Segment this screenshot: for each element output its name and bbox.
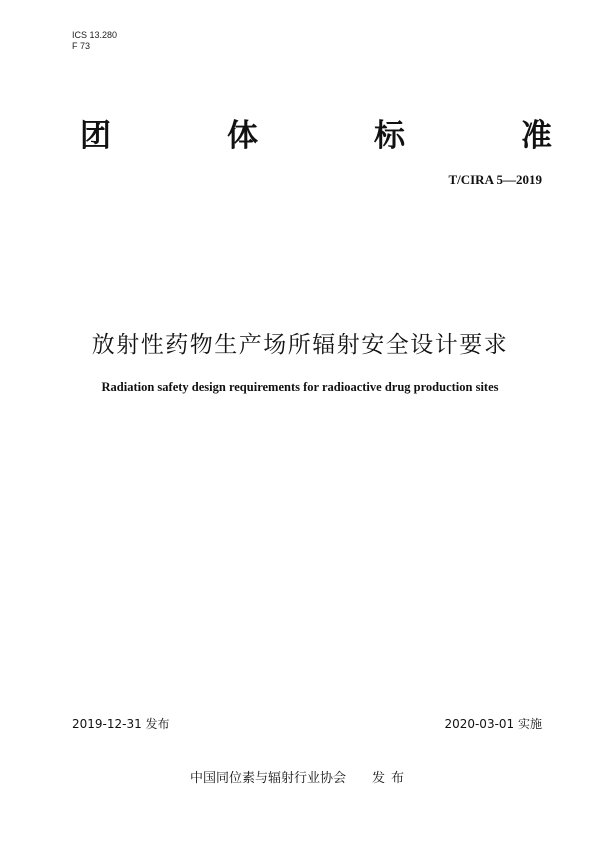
ccs-code: F 73 [72, 41, 91, 51]
standard-type-char: 准 [521, 117, 552, 154]
publisher-action: 发布 [372, 771, 411, 786]
chinese-title: 放射性药物生产场所辐射安全设计要求 [91, 332, 509, 358]
publisher-line [0, 767, 600, 786]
ics-code: ICS 13.280 [72, 30, 118, 40]
implement-date: 2020-03-01 实施 [444, 717, 542, 731]
standard-type-title [80, 110, 552, 154]
publisher-name: 中国同位素与辐射行业协会 [189, 771, 346, 786]
standard-type-char: 团 [80, 117, 111, 154]
standard-type-char: 标 [374, 117, 405, 154]
english-title: Radiation safety design requirements for radioactive drug production sites [101, 380, 499, 394]
standard-code: T/CIRA 5—2019 [448, 172, 542, 187]
divider [72, 196, 542, 197]
standard-type-char: 体 [227, 117, 258, 154]
publish-date: 2019-12-31 发布 [72, 717, 170, 731]
classification-codes [72, 30, 117, 52]
